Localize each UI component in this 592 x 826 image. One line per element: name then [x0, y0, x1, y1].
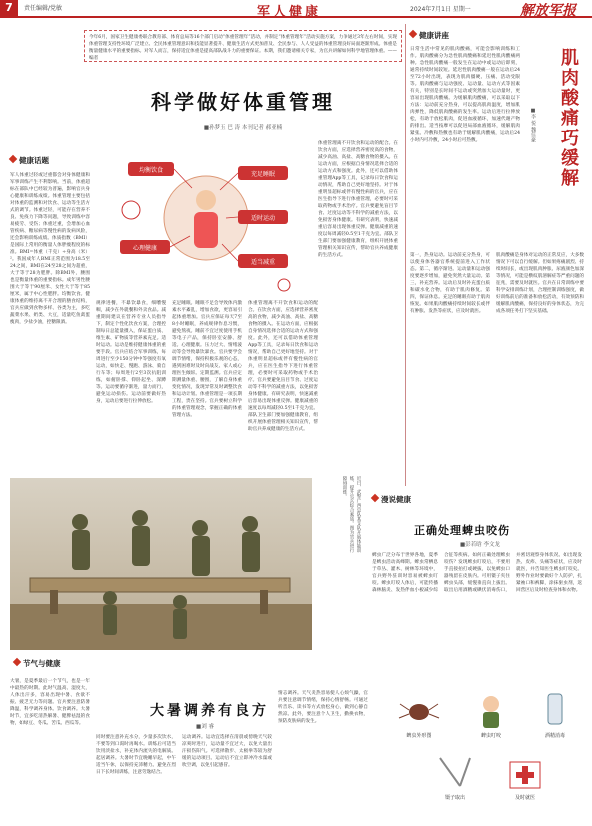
diagram-label-right-middle: 适时运动 — [250, 215, 276, 222]
tick-byline: ■彭若晗 李文龙 — [460, 542, 500, 548]
season-col-2: 同时要注意补充水分，少量多次饮水，不要等到口渴时再喝水。训练后可适当饮用淡盐水，补充体内流失的电解质。起居调养。大暑时节宜晚睡早起，中午适当午休，以保持充沛精力。避免在烈日下长时间训练，注意劳逸结合。 — [96, 735, 176, 775]
section-health-lecture: 健康讲座 — [410, 30, 449, 41]
section-cartoon-health: 漫说健康 — [372, 494, 411, 505]
diagram-label-right-top: 充足睡眠 — [250, 171, 276, 178]
season-col-3: 运动调养。运动宜选择在清晨或傍晚天气较凉爽时进行，运动量不宜过大，以免大量出汗损伤阳气。可选择散步、太极拳等较为舒缓的运动项目。运动后不宜立即冲冷水澡或吹空调，以免引起感冒。 — [182, 735, 272, 768]
right-col-1: 日常生活中常见的肌肉酸痛，可能会影响训练和工作。肌肉酸痛分为急性肌肉酸痛和延迟性肌肉酸痛两种。急性肌肉酸痛一般发生在运动中或运动后即刻，通常持续时间较短。延迟性肌肉酸痛一般在运动后24至72小时出现，表现为肌肉僵硬、压痛、活动受限等。肌肉酸痛与运动强度、运动量、运动方式等因素有关，特别是长时间不运动或突然加大运动量时，更容易出现肌肉酸痛。为缓解肌肉酸痛，可以采取以下方法：运动前充分热身，可以提高肌肉温度，增加肌肉弹性，降低肌肉酸痛的发生率。运动后进行拉伸放松，有助于放松肌肉，促进血液循环，加速代谢产物的排出。适当按摩可以促进局部血液循环，缓解肌肉紧张。冷敷和热敷也有助于缓解肌肉酸痛，运动后24小时内可冷敷，24小时后可热敷。 — [410, 47, 520, 143]
editor-note-text: 今年6月，国家卫生健康委联合教育部、体育总局等16个部门启动“体重管理年”活动，并制定“体重管理年”活动实施方案，力争通过3年左右时间，实现体重管理支持性环境广泛建立、全民体重管理意识和技能显著提升、健康生活方式更加普及、全民参与、人人受益的体重管理良好局面逐渐形成。体重是衡量健康水平的重要指标。对军人而言，保持适宜体重是提高部队战斗力的重要保证。本期，我们邀请相关专家，为官兵讲解如何科学地管理体重。——编者 — [89, 35, 397, 60]
tick-caption-5: 及时就医 — [514, 795, 535, 801]
figure-body — [194, 212, 218, 248]
tick-illustration-4 — [430, 752, 480, 792]
season-col-1: 大暑，是夏季最后一个节气，也是一年中最热的时期。此时气温高、湿度大，人体出汗多，容易出现中暑、食欲不振、疲乏无力等问题。官兵要注意防暑降温，科学调养身体。饮食调养。大暑时节，宜多吃清热解暑、健脾祛湿的食物，如绿豆、冬瓜、苦瓜、西瓜等。 — [10, 679, 90, 726]
editor-note-box — [84, 30, 402, 62]
main-col-4: 体重管理离不开饮食和运动的配合。在饮食方面，应选择营养密度高的食物，减少高油、高盐、高糖食物的摄入。在运动方面，应根据自身情况选择合适的运动方式和强度。此外，还可以借助体重管理App等工具，记录每日饮食和运动情况，帮助自己更好地坚持。对于体重明显超标或伴有慢性病的官兵，应在医生指导下进行体重管理，必要时可采取药物或手术治疗。官兵要避免盲目节食、过度运动等不科学的减重方法，以免损害身体健康。有研究表明，快速减重后容易出现体重反弹。健康减重的速度以每周减轻0.5至1千克为宜。部队卫生部门要加强健康教育，组织开展体重管理相关知识宣传，帮助官兵养成健康的生活方式。 — [248, 301, 318, 432]
page-number: 7 — [0, 0, 18, 16]
scale-icon — [122, 201, 140, 219]
main-headline: 科学做好体重管理 — [151, 90, 335, 114]
figure-head — [196, 190, 216, 210]
editor-credit: 责任编辑/党敏 — [24, 5, 63, 12]
section-title: 军人健康 — [256, 5, 321, 20]
issue-date: 2024年7月1日 星期一 — [410, 6, 471, 13]
column-divider-right — [405, 24, 406, 486]
tick-caption-3: 酒精消毒 — [544, 733, 565, 739]
tick-caption-1: 蜱虫外形图 — [406, 733, 432, 739]
season-headline: 大暑调养有良方 — [150, 703, 269, 719]
diagram-label-left-top: 均衡饮食 — [138, 167, 164, 174]
season-byline: ■刘 睿 — [196, 724, 214, 730]
diagram-label-left-bottom: 心理健康 — [132, 245, 158, 252]
masthead — [0, 0, 592, 18]
tick-illustration-5 — [500, 752, 550, 792]
main-col-5: 体重管理离不开饮食和运动的配合。在饮食方面，应选择营养密度高的食物，减少高油、高盐、高糖食物的摄入。在运动方面，应根据自身情况选择合适的运动方式和强度。此外，还可以借助体重管理App等工具，记录每日饮食和运动情况，帮助自己更好地坚持。对于体重明显超标或伴有慢性病的官兵，应在医生指导下进行体重管理，必要时可采取药物或手术治疗。官兵要避免盲目节食、过度运动等不科学的减重方法，以免损害身体健康。有研究表明，快速减重后容易出现体重反弹。健康减重的速度以每周减轻0.5至1千克为宜。部队卫生部门要加强健康教育，组织开展体重管理相关知识宣传，帮助官兵养成健康的生活方式。 — [318, 141, 398, 258]
section-season-health: 节气与健康 — [14, 658, 61, 669]
weight-management-diagram — [96, 140, 316, 295]
main-col-2: 规律进餐，不暴饮暴食，细嚼慢咽，减少在外就餐和外卖食品。减重期间建议在营养专业人员指导下，制定个性化饮食方案，合理控制每日总能量摄入，保证蛋白质、维生素、矿物质等营养素充足。适时运动。运动是维持健康体重的重要手段。官兵应结合军事训练，每周进行至少150分钟中等强度有氧运动，如快走、慢跑、游泳、骑自行车等；每周进行2至3次抗阻训练，如俯卧撑、仰卧起坐、深蹲等。运动要循序渐进，量力而行，避免运动损伤。运动前要做好热身，运动后要进行拉伸放松。 — [96, 301, 166, 404]
tick-illustration-2 — [466, 690, 516, 730]
right-col-3: 肌肉酸痛是身体对运动的正常反应，大多数情况下可以自行缓解。但如果疼痛剧烈、持续时间长，或出现肌肉肿胀、尿液颜色加深等情况，可能是横纹肌溶解症等严重问题的征兆，需要及时就医。官兵在日常训练中要科学安排训练计划，合理控制训练强度，做好训练前后的准备和放松活动，有效预防和缓解肌肉酸痛，保持良好的身体状态，为完成各项任务打下坚实基础。 — [496, 253, 584, 314]
tick-article-text: 蜱虫广泛分布于世界各地，夏季是蜱虫活动高峰期。蜱虫常栖息于草丛、灌木、树林等环境中，官兵野外驻训时容易被蜱虫叮咬。蜱虫叮咬人体后，可能传播森林脑炎、发热伴血小板减少综合征等疾病。如何正确处理蜱虫咬伤？发现蜱虫叮咬后，不要用手直接拍打或硬拔，以免蜱虫口器残留在皮肤内。可用镊子夹住蜱虫头部，缓慢垂直向上拔出。取出后用酒精或碘伏消毒伤口，并密切观察身体状况。如出现发热、皮疹、头痛等症状，应及时就医，并告知医生蜱虫叮咬史。野外作业时要做好个人防护，扎紧袖口和裤脚，涂抹驱虫剂，返回营区后及时检查身体和衣物。 — [372, 553, 582, 593]
main-col-3: 充足睡眠。睡眠不足会导致体内激素水平紊乱，增加食欲，更容易引起体重增加。官兵应保证每天7至8小时睡眠，养成规律作息习惯，避免熬夜。睡前不宜过度使用手机等电子产品，保持卧室安静、舒适。心理健康。压力过大、情绪波动等会导致暴饮暴食。官兵要学会调节情绪，保持积极乐观的心态，遇到困难时及时向战友、家人或心理医生倾诉。定期监测。官兵应定期测量体重、腰围，了解自身体重变化情况，发现异常及时调整饮食和运动计划。体重管理是一项长期工程，贵在坚持。官兵要树立科学的体重管理观念，掌握正确的体重管理方法。 — [172, 301, 242, 418]
diagram-label-right-bottom: 适当减重 — [250, 259, 276, 266]
tick-illustration-1 — [394, 690, 444, 730]
section-health-topic: 健康话题 — [10, 155, 49, 166]
tick-caption-2: 蜱虫叮咬 — [480, 733, 501, 739]
photo-caption: 近日，武警广西总队某支队开展体能训练，提升官兵综合素质。图为官兵进行障碍训练。 — [342, 476, 361, 553]
season-col-4: 情志调养。天气炎热容易使人心烦气躁，官兵要注意调节情绪，保持心情舒畅。可通过听音乐、读书等方式放松身心，做到心静自然凉。此外，要注意个人卫生，勤换衣物，预防皮肤病的发生。 — [278, 691, 368, 724]
training-photo-image — [10, 478, 312, 650]
clock-icon — [278, 279, 290, 291]
right-col-2: 第一，热身运动。运动前充分热身，可以使身体各器官系统提前进入工作状态。第二，循序渐进。运动量和运动强度要逐步增加，避免突然大量运动。第三，补充营养。运动后及时补充蛋白质和碳水化合物，有助于肌肉修复。第四，保证休息。充足的睡眠有助于肌肉恢复。如果肌肉酸痛持续时间较长或伴有肿胀、发热等症状，应及时就医。 — [410, 253, 490, 314]
right-byline: ■李 悦 魏佳豪 — [530, 108, 536, 143]
newspaper-logo: 解放军报 — [520, 3, 576, 19]
right-headline: 肌肉酸痛巧缓解 — [558, 48, 579, 188]
tick-caption-4: 镊子取出 — [444, 795, 465, 801]
tick-headline: 正确处理蜱虫咬伤 — [414, 524, 510, 537]
main-col-1: 军人体重过轻或过重都会对身体健康和军事训练产生不利影响。当前，体重超标在部队中已经较为普遍，影响官兵身心健康和训练成绩。体重管理主要包括对体重的监测和对饮食、运动等生活方式的调节。体重过轻，可能存在营养不良、免疫力下降等问题，导致训练中容易疲劳、受伤；体重过重，会增加心血管疾病、糖尿病等慢性病的发病风险，还会影响训练成绩。体质指数（BMI）是国际上常用的衡量人体胖瘦程度的标准。BMI=体重（千克）÷身高（米）²。我国成年人BMI正常范围为18.5至24之间，BMI在24至28之间为超重，大于等于28为肥胖。除BMI外，腰围也是衡量体重的重要指标。成年男性腰围大于等于90厘米、女性大于等于85厘米，属于中心性肥胖。均衡饮食。健康体重的维持离不开合理的膳食结构，官兵应做到食物多样、谷类为主，多吃蔬菜水果、奶类、大豆，适量吃鱼禽蛋瘦肉，少盐少油，控糖限酒。 — [10, 173, 90, 325]
training-photo — [10, 478, 312, 650]
tick-illustration-3 — [530, 690, 580, 730]
main-byline: ■孙梦玉 巴 涛 本刊记者 郝亚楠 — [203, 125, 283, 131]
